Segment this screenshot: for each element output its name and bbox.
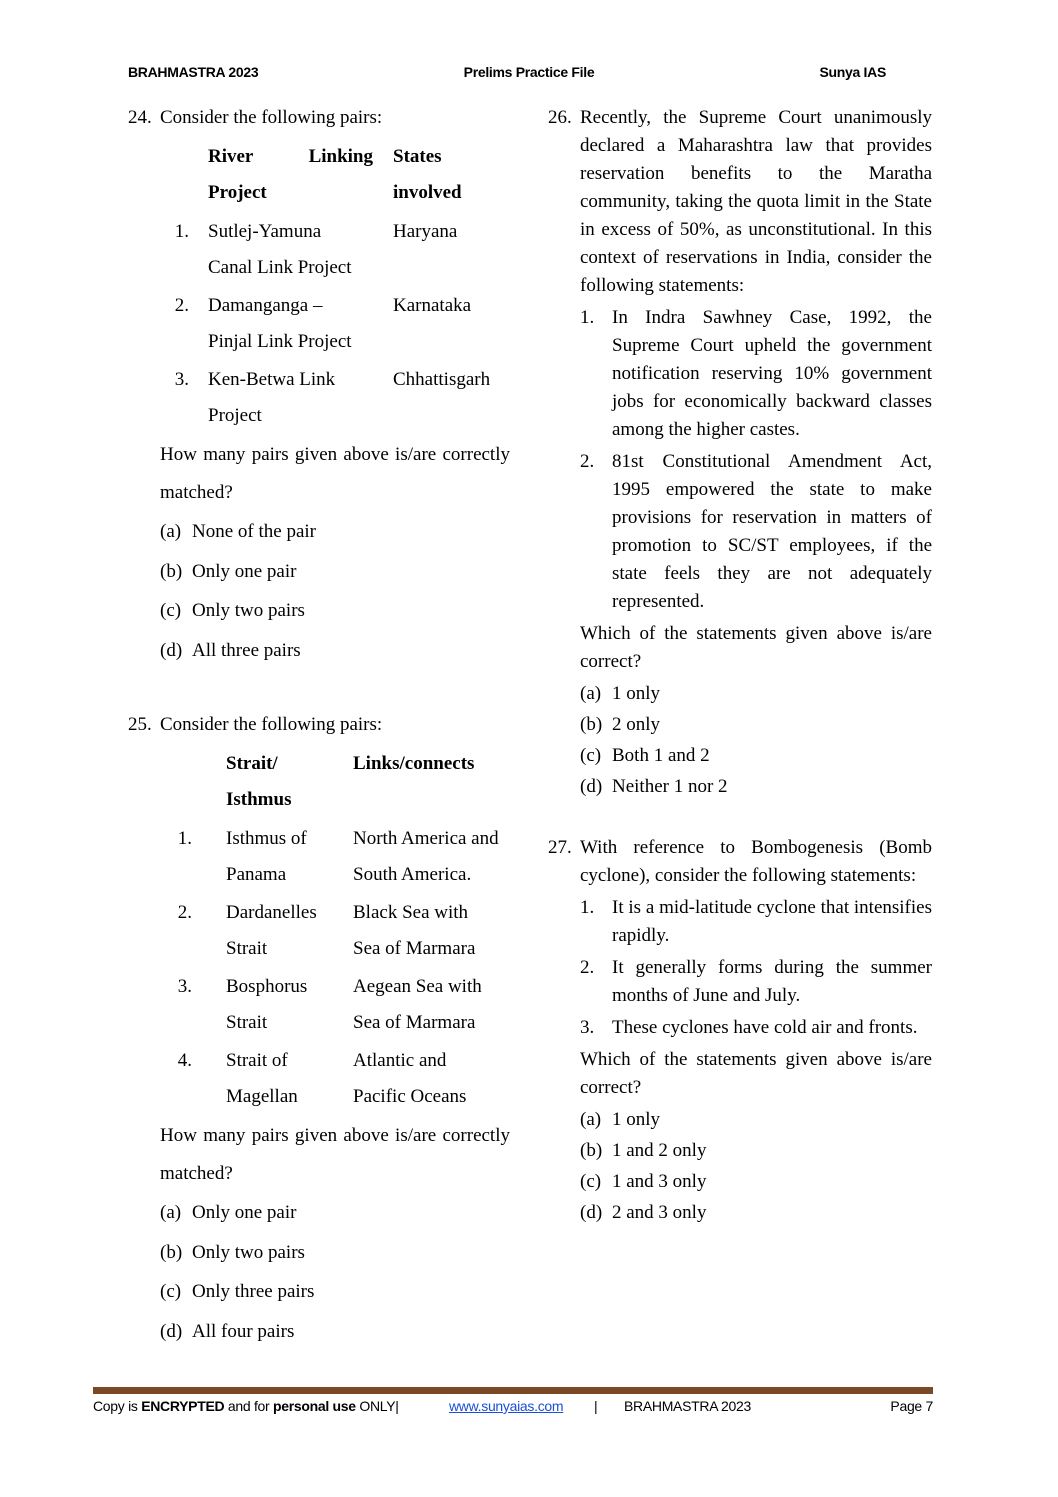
option[interactable]: (a) 1 only [580, 1109, 661, 1130]
column-header-states: States [393, 146, 442, 167]
footer-divider [93, 1387, 933, 1394]
question-24-head [128, 104, 523, 132]
pairs-table [128, 138, 523, 434]
question-text: Consider the following pairs: [160, 107, 383, 128]
question-text: With reference to Bombogenesis (Bomb cyclone), consider the following statements: [580, 837, 932, 886]
footer-copy-notice: Copy is ENCRYPTED and for personal use ONLY| [93, 1398, 399, 1414]
options-list [128, 1193, 523, 1351]
option[interactable]: (c) Both 1 and 2 [580, 745, 710, 766]
statement: 2. It generally forms during the summer months of June and July. [580, 957, 932, 1006]
statement: 1. It is a mid-latitude cyclone that intensifies rapidly. [580, 897, 932, 946]
footer-brand: BRAHMASTRA 2023 [624, 1398, 751, 1414]
column-header-links: Links/connects [353, 753, 475, 774]
question-25 [128, 711, 523, 1351]
table-header [128, 138, 523, 176]
page-number: Page 7 [890, 1398, 933, 1414]
footer [93, 1398, 933, 1420]
footer-website-link[interactable]: www.sunyaias.com [449, 1398, 564, 1414]
option[interactable]: (b) Only one pair [160, 560, 297, 582]
question-prompt: Which of the statements given above is/are correct? [580, 623, 932, 672]
table-header-line2: Project involved [208, 182, 462, 203]
table-row: 3. Ken-Betwa Link Project Chhattisgarh [174, 369, 491, 426]
question-number: 25. [128, 714, 152, 735]
option[interactable]: (d) Neither 1 nor 2 [580, 776, 728, 797]
option[interactable]: (d) All three pairs [160, 639, 301, 661]
option[interactable]: (b) 2 only [580, 714, 661, 735]
footer-separator: | [594, 1398, 598, 1414]
question-prompt: How many pairs given above is/are correctly matched? [160, 444, 510, 503]
question-26 [548, 104, 932, 802]
table-header [128, 745, 523, 783]
statement: 2. 81st Constitutional Amendment Act, 1995 empowered the state to make provisions for reservation in matters of promotion to SC/ST employees, if the state feels they are not adequately represented. [580, 451, 932, 612]
question-text: Recently, the Supreme Court unanimously declared a Maharashtra law that provides reservation benefits to the Maratha community, taking the quota limit in the State in excess of 50%, as unconstitutional. In this context of reservations in India, consider the following statements: [580, 107, 932, 296]
options-list [548, 678, 932, 802]
table-row: 1. Sutlej-Yamuna Canal Link Project Haryana [174, 221, 458, 278]
option[interactable]: (a) None of the pair [160, 521, 316, 542]
right-column [548, 104, 932, 1228]
option[interactable]: (c) Only three pairs [160, 1281, 315, 1302]
table-row: 2. Damanganga – Pinjal Link Project Karnataka [174, 295, 472, 352]
options-list [128, 512, 523, 670]
option[interactable]: (a) Only one pair [160, 1202, 297, 1223]
pairs-table [128, 745, 523, 1115]
question-27-head [548, 834, 932, 890]
option[interactable]: (d) 2 and 3 only [580, 1202, 707, 1223]
header-center: Prelims Practice File [463, 64, 595, 80]
question-number: 26. [548, 107, 572, 128]
question-prompt: How many pairs given above is/are correctly matched? [160, 1125, 510, 1184]
table-row: 3. Bosphorus Strait Aegean Sea with Sea of Marmara [177, 976, 482, 1033]
question-25-head [128, 711, 523, 739]
question-number: 24. [128, 107, 152, 128]
header-right: Sunya IAS [819, 64, 886, 80]
table-row: 2. Dardanelles Strait Black Sea with Sea of Marmara [177, 902, 476, 959]
option[interactable]: (c) Only two pairs [160, 600, 305, 621]
header-left: BRAHMASTRA 2023 [128, 64, 259, 80]
question-text: Consider the following pairs: [160, 714, 383, 735]
statement: 1. In Indra Sawhney Case, 1992, the Supreme Court upheld the government notification reserving 10% government jobs for economically backward classes among the higher castes. [580, 307, 932, 440]
question-27 [548, 834, 932, 1228]
question-24 [128, 104, 523, 670]
option[interactable]: (b) Only two pairs [160, 1241, 305, 1263]
table-row: 1. Isthmus of Panama North America and South America. [177, 828, 499, 885]
option[interactable]: (c) 1 and 3 only [580, 1171, 707, 1192]
column-header-project: River Linking [208, 146, 373, 167]
statement: 3. These cyclones have cold air and fronts. [580, 1017, 918, 1038]
question-26-head [548, 104, 932, 300]
option[interactable]: (d) All four pairs [160, 1320, 295, 1342]
option[interactable]: (b) 1 and 2 only [580, 1140, 707, 1161]
table-header-line2: Isthmus [226, 789, 292, 810]
left-column [128, 104, 523, 1351]
table-row: 4. Strait of Magellan Atlantic and Pacific Oceans [177, 1050, 467, 1107]
column-header-strait: Strait/ [226, 753, 278, 774]
question-number: 27. [548, 837, 572, 858]
question-prompt: Which of the statements given above is/are correct? [580, 1049, 932, 1098]
options-list [548, 1104, 932, 1228]
option[interactable]: (a) 1 only [580, 683, 661, 704]
